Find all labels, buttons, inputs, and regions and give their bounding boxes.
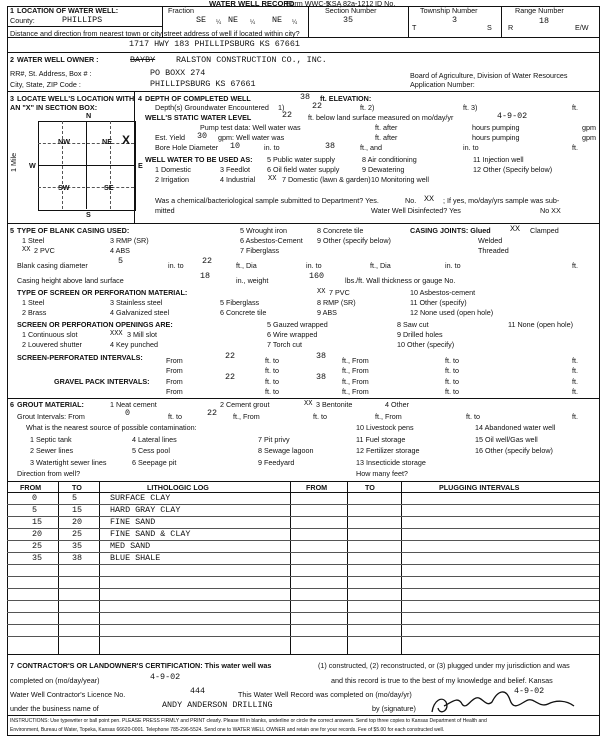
ft-to: ft. to <box>265 377 279 386</box>
screen-4: 4 Galvanized steel <box>110 308 170 317</box>
perf-from: 22 <box>225 351 236 361</box>
ft-from: ft., From <box>233 412 260 421</box>
rule <box>58 481 59 654</box>
footer-instructions-2: Environment, Bureau of Water, Topeka, Kansas 66620-0001. Telephone 785-296-5524. Send one to WATER WELL OWNER and retain one for your records. Fee of $5.00 for each constructed well. <box>10 727 445 733</box>
row-from: 25 <box>32 541 43 551</box>
diameter-value: 5 <box>118 256 124 266</box>
perf-label: SCREEN-PERFORATED INTERVALS: <box>17 353 143 362</box>
rule <box>110 121 111 209</box>
use-7: 7 Domestic (lawn & garden) <box>282 175 371 184</box>
application-label: Application Number: <box>410 80 475 89</box>
s4-num: 4 <box>138 94 142 103</box>
log-header-to-2: TO <box>365 483 375 492</box>
ft-to: ft. to <box>466 412 480 421</box>
rule <box>7 600 599 601</box>
s3-label-2: AN "X" IN SECTION BOX: <box>10 103 98 112</box>
depth-value: 38 <box>300 92 311 102</box>
row-from: 20 <box>32 529 43 539</box>
yield-rest: gpm: Well water was <box>218 133 285 142</box>
contam-13: 13 Insecticide storage <box>356 458 426 467</box>
rule <box>7 398 599 399</box>
rule <box>99 481 100 654</box>
fraction-label: Fraction <box>168 6 194 15</box>
from-label: From <box>166 377 183 386</box>
mile-label: 1 Mile <box>9 152 18 172</box>
owner-strike: BAYBY <box>130 55 156 65</box>
gpm: gpm <box>582 133 596 142</box>
bore-to: 38 <box>325 141 336 151</box>
rule <box>38 143 134 144</box>
grout-1: 1 Neat cement <box>110 400 157 409</box>
fraction-value-2: NE <box>228 15 239 25</box>
rule <box>290 481 291 654</box>
ksa-label: KSA 82a-1212 <box>327 0 374 8</box>
from-label: From <box>166 366 183 375</box>
screen-5: 5 Fiberglass <box>220 298 260 307</box>
casing-6: 6 Asbestos-Cement <box>240 236 303 245</box>
rule <box>7 481 599 482</box>
s1-label: LOCATION OF WATER WELL: <box>17 6 119 15</box>
rule <box>38 165 134 166</box>
rule <box>7 564 599 565</box>
joints-mark: XX <box>510 224 521 234</box>
rule <box>7 624 599 625</box>
township-value: 3 <box>452 15 458 25</box>
address-label: RR#, St. Address, Box # : <box>10 69 92 78</box>
ft-label: ft. <box>572 412 578 421</box>
log-header-from: FROM <box>20 483 42 492</box>
license-value: 444 <box>190 686 206 696</box>
rule <box>7 26 162 27</box>
s5-num: 5 <box>10 226 14 235</box>
diameter-to: 22 <box>202 256 213 266</box>
casing-label: TYPE OF BLANK CASING USED: <box>17 226 130 235</box>
casing-5: 5 Wrought iron <box>240 226 288 235</box>
contam-label: What is the nearest source of possible contamination: <box>26 423 197 432</box>
use-9: 9 Dewatering <box>362 165 405 174</box>
screen-label: TYPE OF SCREEN OR PERFORATION MATERIAL: <box>17 288 188 297</box>
cert-line-3b: This Water Well Record was completed on (mo/day/yr) <box>238 690 412 699</box>
compass-n: N <box>86 111 92 120</box>
log-header-lithologic: LITHOLOGIC LOG <box>147 483 209 492</box>
height-value: 18 <box>200 271 211 281</box>
row-from: 15 <box>32 517 43 527</box>
opening-mark: XXX <box>110 330 123 338</box>
screen-11: 11 Other (specify) <box>410 298 467 307</box>
from-label: From <box>166 387 183 396</box>
weight-rest: lbs./ft. Wall thickness or gauge No. <box>345 276 456 285</box>
form-number: Form WWC-5 <box>286 0 330 8</box>
opening-2: 2 Louvered shutter <box>22 340 82 349</box>
groundwater-label: Depth(s) Groundwater Encountered <box>155 103 269 112</box>
ft-to: ft. to <box>265 366 279 375</box>
opening-10: 10 Other (specify) <box>397 340 455 349</box>
casing-9: 9 Other (specify below) <box>317 236 391 245</box>
opening-1: 1 Continuous slot <box>22 330 78 339</box>
grout-2: 2 Cement grout <box>220 400 270 409</box>
fraction-value-3: NE <box>272 15 283 25</box>
in-to: in. to <box>306 261 322 270</box>
contam-2: 2 Sewer lines <box>30 446 74 455</box>
board-label: Board of Agriculture, Division of Water Resources <box>410 71 568 80</box>
ft-label: ft. <box>572 143 578 152</box>
rule <box>7 735 599 736</box>
ft-to: ft. to <box>445 387 459 396</box>
row-to: 15 <box>72 505 83 515</box>
completed-date: 4-9-02 <box>150 672 181 682</box>
s7-num: 7 <box>10 661 14 670</box>
gravel-from: 22 <box>225 372 236 382</box>
welded-label: Welded <box>478 236 503 245</box>
howmany-label: How many feet? <box>356 469 408 478</box>
contam-14: 14 Abandoned water well <box>475 423 556 432</box>
grout-4: 4 Other <box>385 400 409 409</box>
casing-1: 1 Steel <box>22 236 45 245</box>
fraction-quarter: ¼ <box>216 20 222 26</box>
use-1: 1 Domestic <box>155 165 191 174</box>
address-value: PO BOXX 274 <box>150 68 206 78</box>
contam-8: 8 Sewage lagoon <box>258 446 314 455</box>
mitted: mitted <box>155 206 175 215</box>
log-header-plugging: PLUGGING INTERVALS <box>439 483 520 492</box>
quadrant-nw: NW <box>58 137 70 146</box>
quadrant-ne: NE <box>102 137 112 146</box>
use-6: 6 Oil field water supply <box>267 165 340 174</box>
from-label: From <box>166 356 183 365</box>
fraction-quarter: ¼ <box>292 20 298 26</box>
location-mark: X <box>122 133 131 147</box>
use-11: 11 Injection well <box>473 155 524 164</box>
contam-9: 9 Feedyard <box>258 458 295 467</box>
row-lithology: BLUE SHALE <box>110 553 161 563</box>
row-to: 35 <box>72 541 83 551</box>
fraction-value-1: SE <box>196 15 207 25</box>
ft-to: ft. to <box>445 377 459 386</box>
yield-label: Est. Yield <box>155 133 185 142</box>
screen-6: 6 Concrete tile <box>220 308 267 317</box>
ft-and: ft., and <box>360 143 382 152</box>
groundwater-1: 22 <box>312 101 323 111</box>
opening-7: 7 Torch cut <box>267 340 303 349</box>
ft-from: ft., From <box>342 356 369 365</box>
cert-line-4a: under the business name of <box>10 704 99 713</box>
screen-8: 8 RMP (SR) <box>317 298 356 307</box>
range-label: Range Number <box>515 6 564 15</box>
groundwater-3-label: ft. 3) <box>463 103 478 112</box>
direction-label: Direction from well? <box>17 469 81 478</box>
s3-num: 3 <box>10 94 14 103</box>
county-label: County: <box>10 16 35 25</box>
dia-label: ft., Dia <box>370 261 391 270</box>
range-ew: E/W <box>575 23 589 32</box>
distance-value: 1717 HWY 183 PHILLIPSBURG KS 67661 <box>129 39 300 49</box>
row-lithology: FINE SAND & CLAY <box>110 529 191 539</box>
rule <box>401 481 402 654</box>
screen-2: 2 Brass <box>22 308 47 317</box>
cert-line-1b: (1) constructed, (2) reconstructed, or (3) plugged under my jurisdiction and was <box>318 661 570 670</box>
ft-label: ft. <box>572 377 578 386</box>
use-2: 2 Irrigation <box>155 175 189 184</box>
gravel-to: 38 <box>316 372 327 382</box>
contam-5: 5 Cess pool <box>132 446 170 455</box>
county-value: PHILLIPS <box>62 15 103 25</box>
contam-10: 10 Livestock pens <box>356 423 414 432</box>
in-to: in. to <box>264 143 280 152</box>
cert-line-3a: Water Well Contractor's Licence No. <box>10 690 126 699</box>
contam-12: 12 Fertilizer storage <box>356 446 420 455</box>
rule <box>7 492 599 493</box>
dia-label: ft., Dia <box>236 261 257 270</box>
rule <box>347 481 348 654</box>
casing-3: 3 RMP (SR) <box>110 236 149 245</box>
casing-mark: XX <box>22 246 31 254</box>
use-3: 3 Feedlot <box>220 165 250 174</box>
static-rest: ft. below land surface measured on mo/day/yr <box>308 113 454 122</box>
in-to: in. to <box>463 143 479 152</box>
static-label: WELL'S STATIC WATER LEVEL <box>145 113 252 122</box>
ft-label: ft. <box>572 261 578 270</box>
ft-from: ft., From <box>342 387 369 396</box>
ft-to: ft. to <box>265 387 279 396</box>
rule <box>501 6 502 37</box>
record-date: 4-9-02 <box>514 686 545 696</box>
ft-label: ft. <box>572 103 578 112</box>
s2-num: 2 <box>10 55 14 64</box>
ft-to: ft. to <box>445 366 459 375</box>
screen-3: 3 Stainless steel <box>110 298 163 307</box>
clamped-label: Clamped <box>530 226 559 235</box>
weight-label: in., weight <box>236 276 269 285</box>
in-to: in. to <box>445 261 461 270</box>
perf-to: 38 <box>316 351 327 361</box>
rule <box>7 576 599 577</box>
s2-label: WATER WELL OWNER : <box>17 55 99 64</box>
rule <box>599 6 600 736</box>
chem-rest: ; If yes, mo/day/yrs sample was sub- <box>443 196 560 205</box>
screen-7: 7 PVC <box>329 288 350 297</box>
section-value: 35 <box>343 15 354 25</box>
opening-8: 8 Saw cut <box>397 320 429 329</box>
gravel-label: GRAVEL PACK INTERVALS: <box>54 377 150 386</box>
rule <box>62 121 63 209</box>
use-12: 12 Other (Specify below) <box>473 165 553 174</box>
range-value: 18 <box>539 16 550 26</box>
rule <box>7 528 599 529</box>
hours-pumping: hours pumping <box>472 123 520 132</box>
groundwater-1-label: 1) <box>278 103 285 112</box>
rule <box>7 636 599 637</box>
depth-label: DEPTH OF COMPLETED WELL <box>145 94 251 103</box>
log-header-to: TO <box>72 483 82 492</box>
ft-from: ft., From <box>342 377 369 386</box>
grout-from: 0 <box>125 408 131 418</box>
elevation-label: ft. ELEVATION: <box>320 94 372 103</box>
grout-intervals-label: Grout Intervals: From <box>17 412 85 421</box>
footer-instructions-1: INSTRUCTIONS: Use typewriter or ball point pen. PLEASE PRESS FIRMLY and PRINT clearly. Please fill in blanks, underline or circle the correct answers. Send top three copies to Kansas Department of Health and <box>10 718 487 724</box>
contam-7: 7 Pit privy <box>258 435 290 444</box>
chem-no-label: No. <box>405 196 417 205</box>
grout-label: GROUT MATERIAL: <box>17 400 84 409</box>
height-label: Casing height above land surface <box>17 276 124 285</box>
opening-5: 5 Gauzed wrapped <box>267 320 328 329</box>
static-value: 22 <box>282 110 293 120</box>
contam-15: 15 Oil well/Gas well <box>475 435 538 444</box>
ft-to: ft. to <box>445 356 459 365</box>
openings-label: SCREEN OR PERFORATION OPENINGS ARE: <box>17 320 173 329</box>
cert-line-2a: completed on (mo/day/year) <box>10 676 100 685</box>
cert-line-1a: CONTRACTOR'S OR LANDOWNER'S CERTIFICATION: This water well was <box>17 661 272 670</box>
rule <box>308 6 309 37</box>
chem-no: XX <box>424 194 435 204</box>
row-to: 5 <box>72 493 78 503</box>
row-from: 0 <box>32 493 38 503</box>
s1-num: 1 <box>10 6 14 15</box>
contam-6: 6 Seepage pit <box>132 458 177 467</box>
opening-6: 6 Wire wrapped <box>267 330 318 339</box>
contam-11: 11 Fuel storage <box>356 435 406 444</box>
ft-after: ft. after <box>375 133 398 142</box>
screen-10: 10 Asbestos-cement <box>410 288 476 297</box>
quadrant-sw: SW <box>58 183 70 192</box>
in-to: in. to <box>168 261 184 270</box>
ft-after: ft. after <box>375 123 398 132</box>
static-date: 4-9-02 <box>497 111 528 121</box>
ft-label: ft. <box>572 387 578 396</box>
rule <box>7 504 599 505</box>
casing-7: 7 Fiberglass <box>240 246 280 255</box>
contam-1: 1 Septic tank <box>30 435 72 444</box>
rule <box>7 552 599 553</box>
screen-1: 1 Steel <box>22 298 45 307</box>
screen-9: 9 ABS <box>317 308 337 317</box>
compass-e: E <box>138 161 143 170</box>
ft-label: ft. <box>572 356 578 365</box>
rule <box>7 540 599 541</box>
row-to: 25 <box>72 529 83 539</box>
hours-pumping: hours pumping <box>472 133 520 142</box>
threaded-label: Threaded <box>478 246 509 255</box>
s3-label: LOCATE WELL'S LOCATION WITH <box>17 94 135 103</box>
use-label: WELL WATER TO BE USED AS: <box>145 155 253 164</box>
diameter-label: Blank casing diameter <box>17 261 88 270</box>
grout-mark: XX <box>304 400 313 408</box>
rule <box>38 187 134 188</box>
rule <box>7 654 599 655</box>
township-s: S <box>487 23 492 32</box>
ft-from: ft., From <box>342 366 369 375</box>
ft-to: ft. to <box>168 412 182 421</box>
chem-label: Was a chemical/bacteriological sample submitted to Department? Yes. <box>155 196 379 205</box>
row-from: 5 <box>32 505 38 515</box>
section-label: Section Number <box>325 6 377 15</box>
quadrant-se: SE <box>104 183 114 192</box>
gpm: gpm <box>582 123 596 132</box>
casing-8: 8 Concrete tile <box>317 226 364 235</box>
log-header-from-2: FROM <box>306 483 328 492</box>
fraction-quarter: ¼ <box>250 20 256 26</box>
ft-to: ft. to <box>313 412 327 421</box>
row-to: 20 <box>72 517 83 527</box>
bore-value: 10 <box>230 141 241 151</box>
range-r: R <box>508 23 514 32</box>
signature-label: by (signature) <box>372 704 416 713</box>
opening-3: 3 Mill slot <box>127 330 157 339</box>
rule <box>7 516 599 517</box>
row-lithology: HARD GRAY CLAY <box>110 505 181 515</box>
distance-label: Distance and direction from nearest town or city street address of well if located within city? <box>10 29 300 38</box>
business-name: ANDY ANDERSON DRILLING <box>162 700 273 710</box>
rule <box>7 6 8 736</box>
rule <box>7 52 599 53</box>
row-lithology: MED SAND <box>110 541 151 551</box>
row-to: 38 <box>72 553 83 563</box>
contam-3: 3 Watertight sewer lines <box>30 458 107 467</box>
ft-from: ft., From <box>375 412 402 421</box>
township-t: T <box>412 23 417 32</box>
joints-label: CASING JOINTS: Glued <box>410 226 491 235</box>
rule <box>7 588 599 589</box>
cert-line-2b: and this record is true to the best of my knowledge and belief. Kansas <box>331 676 553 685</box>
casing-2: 2 PVC <box>34 246 55 255</box>
ft-to: ft. to <box>265 356 279 365</box>
opening-4: 4 Key punched <box>110 340 158 349</box>
rule <box>408 6 409 37</box>
id-label: ID No. <box>375 0 396 8</box>
screen-12: 12 None used (open hole) <box>410 308 494 317</box>
city-label: City, State, ZIP Code : <box>10 80 81 89</box>
row-lithology: FINE SAND <box>110 517 156 527</box>
s6-num: 6 <box>10 400 14 409</box>
city-value: PHILLIPSBURG KS 67661 <box>150 79 256 89</box>
owner-value: RALSTON CONSTRUCTION CO., INC. <box>176 55 327 65</box>
disinfected-no: No XX <box>540 206 561 215</box>
compass-w: W <box>29 161 36 170</box>
use-10: 10 Monitoring well <box>371 175 429 184</box>
form-title: WATER WELL RECORD <box>209 0 295 8</box>
compass-s: S <box>86 210 91 219</box>
rule <box>7 612 599 613</box>
use-4: 4 Industrial <box>220 175 256 184</box>
bore-label: Bore Hole Diameter <box>155 143 219 152</box>
grout-3: 3 Bentonite <box>316 400 353 409</box>
contam-4: 4 Lateral lines <box>132 435 177 444</box>
township-label: Township Number <box>420 6 478 15</box>
casing-4: 4 ABS <box>110 246 130 255</box>
opening-11: 11 None (open hole) <box>508 320 573 329</box>
opening-9: 9 Drilled holes <box>397 330 443 339</box>
pump-label: Pump test data: Well water was <box>200 123 301 132</box>
rule <box>7 715 599 716</box>
screen-mark: XX <box>317 288 326 296</box>
use-mark: XX <box>268 175 277 183</box>
grout-to: 22 <box>207 408 218 418</box>
weight-value: 160 <box>309 271 325 281</box>
disinfected-label: Water Well Disinfected? Yes <box>371 206 461 215</box>
contam-16: 16 Other (specify below) <box>475 446 553 455</box>
groundwater-2-label: ft. 2) <box>360 103 375 112</box>
yield-value: 30 <box>197 131 208 141</box>
row-lithology: SURFACE CLAY <box>110 493 171 503</box>
row-from: 35 <box>32 553 43 563</box>
use-5: 5 Public water supply <box>267 155 335 164</box>
ft-label: ft. <box>572 366 578 375</box>
use-8: 8 Air conditioning <box>362 155 417 164</box>
